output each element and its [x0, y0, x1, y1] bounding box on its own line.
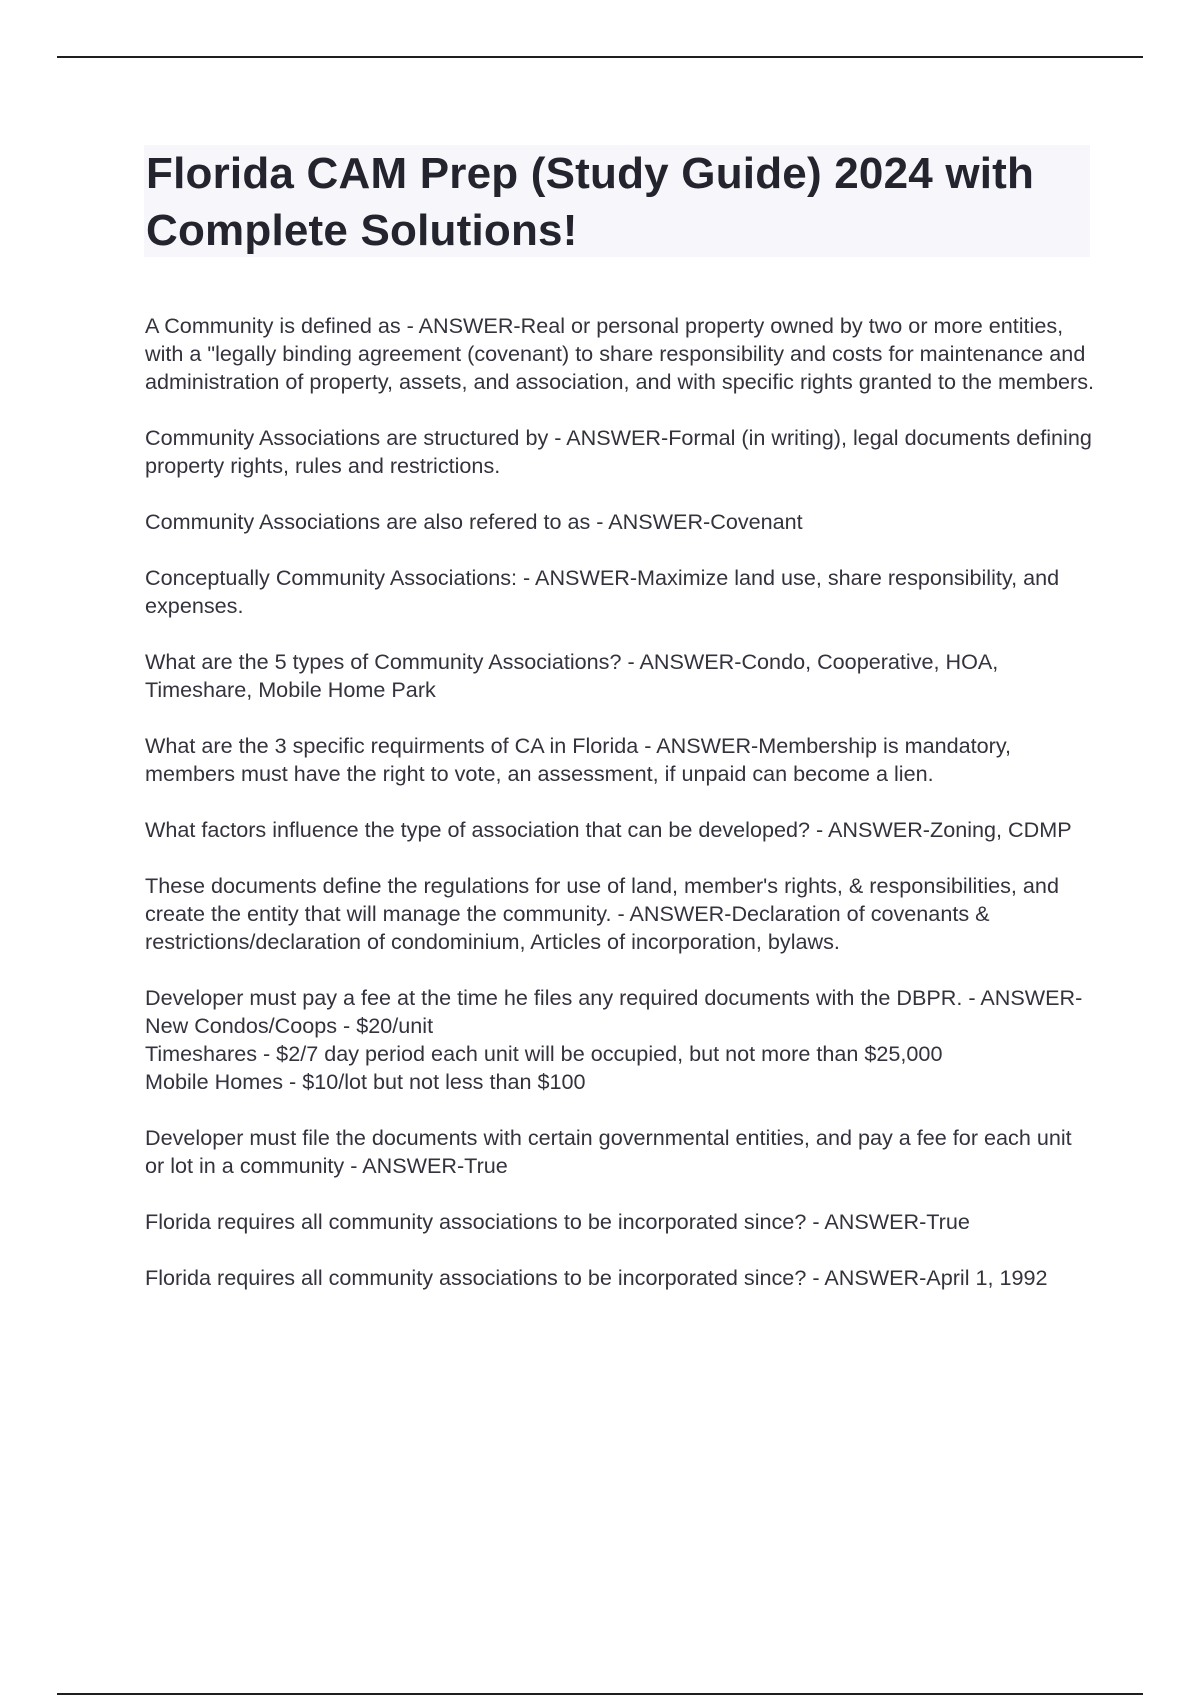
qa-entry: A Community is defined as - ANSWER-Real or personal property owned by two or more entities, with a "legally binding agreement (covenant) to share responsibility and costs for maintenance and administration of property, assets, and association, and with specific rights granted to the members.: [145, 313, 1094, 394]
qa-entry: Community Associations are also refered to as - ANSWER-Covenant: [145, 509, 803, 534]
qa-entry: Florida requires all community associations to be incorporated since? - ANSWER-April 1, 1992: [145, 1265, 1048, 1290]
qa-entry: These documents define the regulations for use of land, member's rights, & responsibilities, and create the entity that will manage the community. - ANSWER-Declaration of covenants & restrictions/declaration of condominium, Articles of incorporation, bylaws.: [145, 873, 1059, 954]
qa-entry: Florida requires all community associations to be incorporated since? - ANSWER-True: [145, 1209, 970, 1234]
qa-entry: What are the 3 specific requirments of CA in Florida - ANSWER-Membership is mandatory, members must have the right to vote, an assessment, if unpaid can become a lien.: [145, 733, 1012, 786]
qa-entry: Community Associations are structured by - ANSWER-Formal (in writing), legal documents defining property rights, rules and restrictions.: [145, 425, 1092, 478]
qa-entry: Developer must file the documents with certain governmental entities, and pay a fee for each unit or lot in a community - ANSWER-True: [145, 1125, 1072, 1178]
qa-list: [145, 312, 1095, 1292]
document-title: Florida CAM Prep (Study Guide) 2024 with Complete Solutions!: [146, 149, 1035, 255]
qa-entry: What are the 5 types of Community Associations? - ANSWER-Condo, Cooperative, HOA, Timeshare, Mobile Home Park: [145, 649, 999, 702]
qa-entry: Developer must pay a fee at the time he files any required documents with the DBPR. - ANSWER-New Condos/Coops - $20/unit Timeshares - $2/7 day period each unit will be occupied, but not more than $25,000 Mobile Homes - $10/lot but not less than $100: [145, 985, 1083, 1094]
bottom-rule: [57, 1693, 1143, 1695]
qa-entry: Conceptually Community Associations: - ANSWER-Maximize land use, share responsibility, and expenses.: [145, 565, 1060, 618]
top-rule: [57, 56, 1143, 58]
title-block: [144, 145, 1090, 257]
qa-entry: What factors influence the type of association that can be developed? - ANSWER-Zoning, CDMP: [145, 817, 1072, 842]
